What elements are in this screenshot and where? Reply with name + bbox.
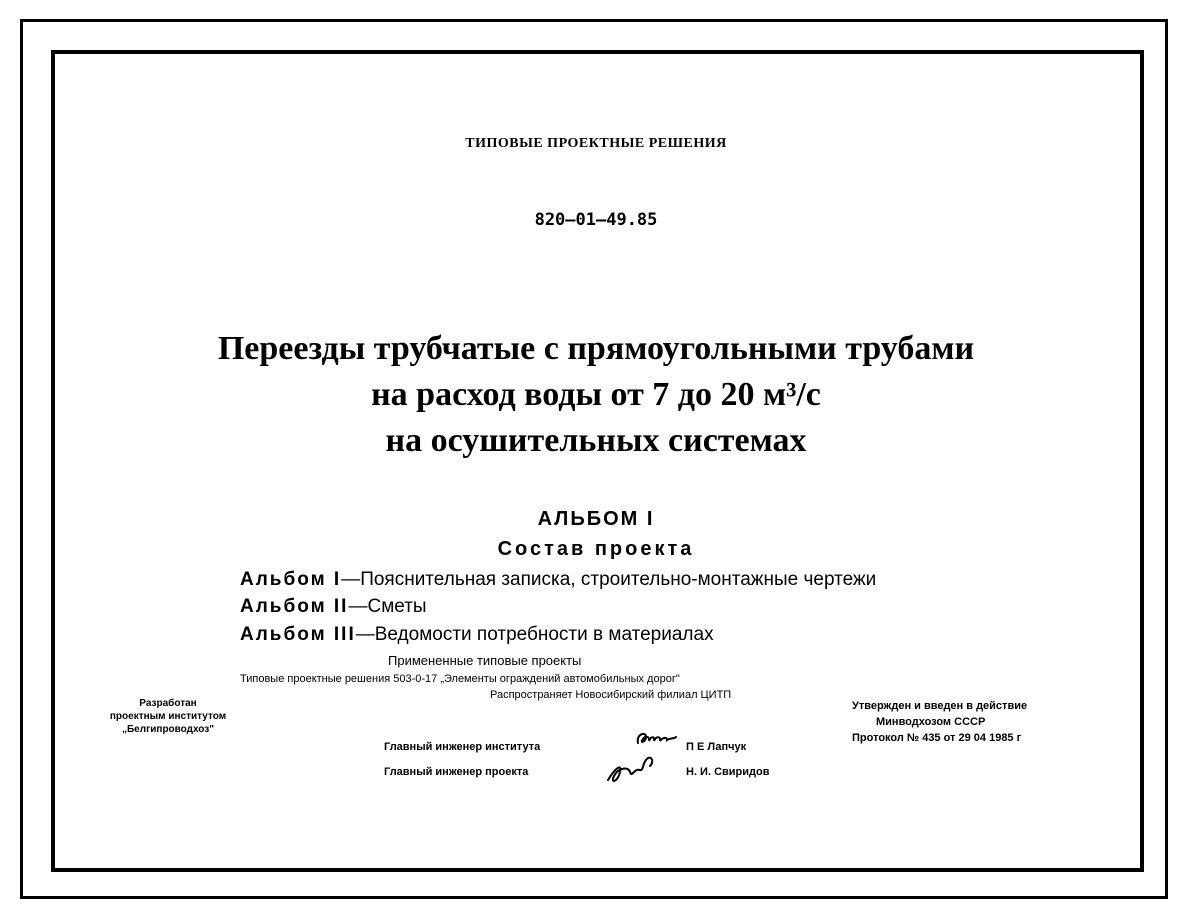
- album-list-label: Альбом II: [240, 596, 349, 617]
- developer-block: [82, 697, 254, 736]
- series-heading: ТИПОВЫЕ ПРОЕКТНЫЕ РЕШЕНИЯ: [465, 136, 727, 151]
- approval-protocol: Протокол № 435 от 29 04 1985 г: [852, 732, 1022, 744]
- distributor-note: Распространяет Новосибирский филиал ЦИТП: [490, 689, 732, 701]
- signatory-name: П Е Лапчук: [686, 741, 747, 753]
- album-list-item: [240, 569, 876, 591]
- approval-line: Минводхозом СССР: [876, 716, 986, 728]
- composition-heading: Состав проекта: [497, 538, 695, 560]
- album-list-text: —Ведомости потребности в материалах: [355, 624, 714, 645]
- developer-line: проектным институтом: [109, 711, 227, 722]
- album-list-text: —Сметы: [348, 596, 427, 617]
- handwritten-signature: [604, 754, 658, 786]
- document-code: 820—01—49.85: [534, 210, 658, 230]
- album-list-text: —Пояснительная записка, строительно-монтажные чертежи: [341, 569, 877, 590]
- title-line-1: Переезды трубчатые с прямоугольными трубами: [217, 330, 975, 367]
- developer-line: „Белгипроводхоз": [121, 724, 214, 735]
- title-line-2: на расход воды от 7 до 20 м³/с: [371, 376, 821, 413]
- developer-line: Разработан: [139, 698, 197, 709]
- handwritten-signature: [634, 728, 678, 750]
- album-list-label: Альбом III: [240, 624, 356, 645]
- signatory-role: Главный инженер института: [384, 741, 541, 753]
- applied-projects-heading: Примененные типовые проекты: [388, 653, 582, 668]
- album-list-item: [240, 596, 427, 618]
- approval-line: Утвержден и введен в действие: [852, 700, 1028, 712]
- album-heading: АЛЬБОМ I: [537, 508, 655, 530]
- signatory-name: Н. И. Свиридов: [686, 766, 770, 778]
- album-list-item: [240, 624, 714, 646]
- inner-frame: [51, 50, 1144, 872]
- title-line-3: на осушительных системах: [385, 422, 807, 459]
- approval-block: [852, 698, 1027, 746]
- signatory-role: Главный инженер проекта: [384, 766, 529, 778]
- applied-project-reference: Типовые проектные решения 503-0-17 „Элементы ограждений автомобильных дорог": [240, 673, 680, 685]
- album-list-label: Альбом I: [240, 569, 342, 590]
